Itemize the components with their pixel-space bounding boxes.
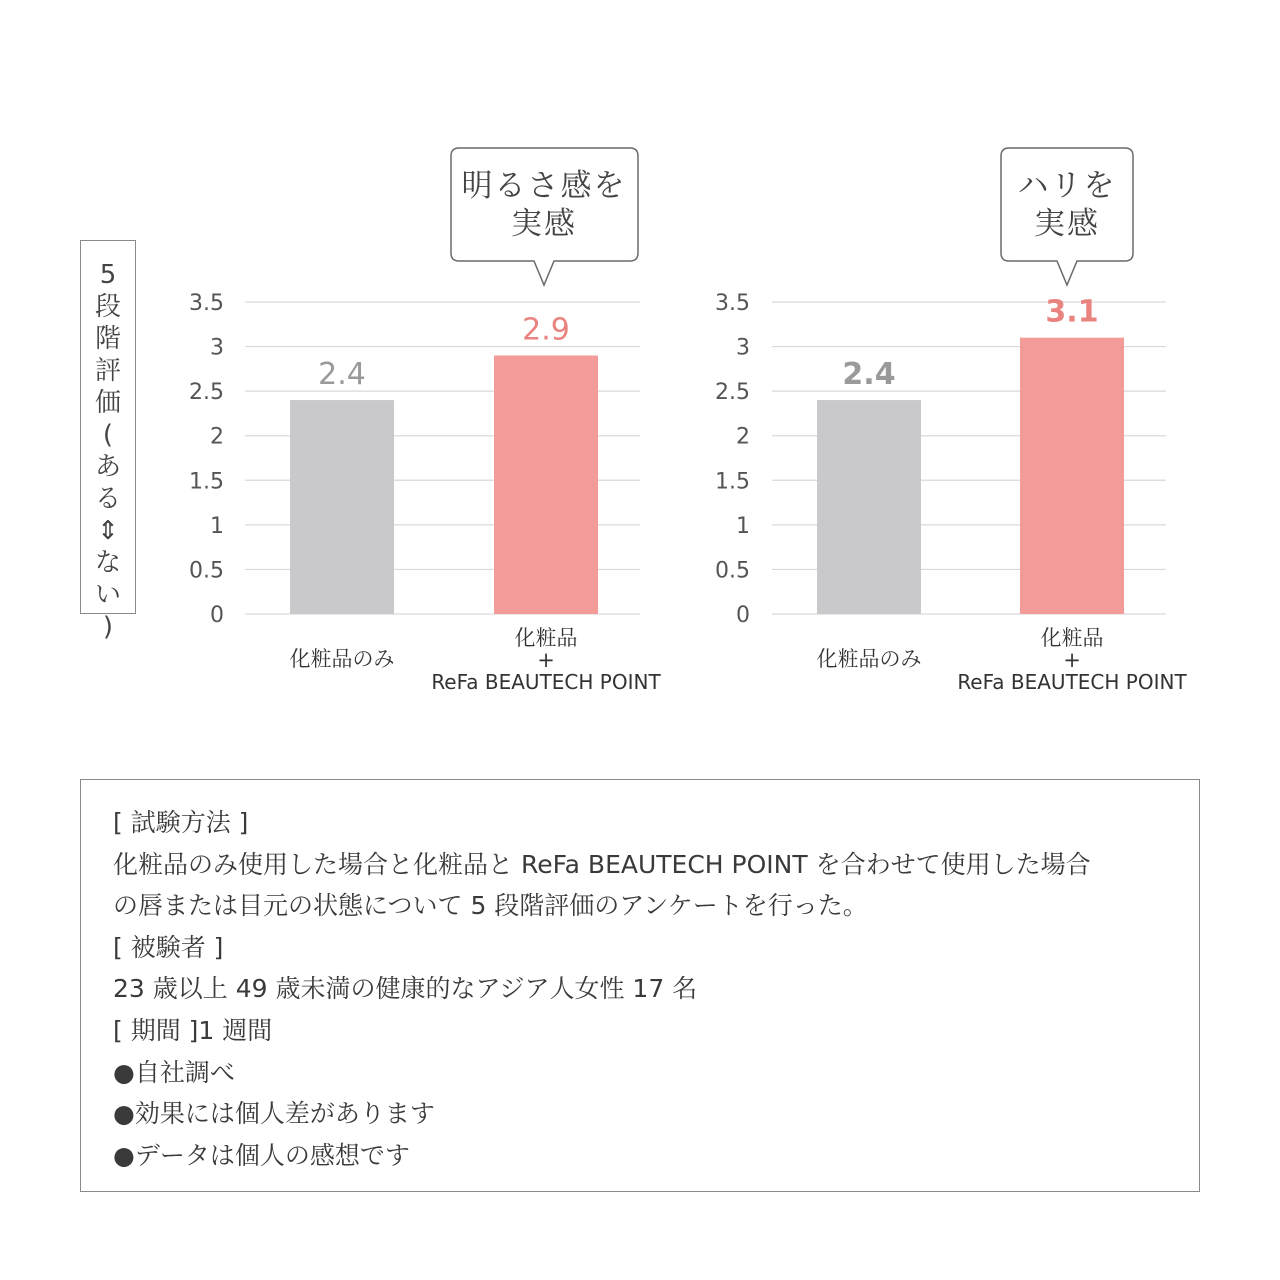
y-tick-label: 2.5	[715, 380, 750, 406]
y-axis-label-char: 段	[94, 292, 121, 322]
y-tick-label: 1.5	[189, 469, 224, 495]
notes-method-line-1: 化粧品のみ使用した場合と化粧品と ReFa BEAUTECH POINT を合わせて使用した場合	[113, 849, 1091, 879]
x-category-label: ReFa BEAUTECH POINT	[957, 670, 1187, 694]
notes-subjects-heading: [ 被験者 ]	[113, 932, 224, 962]
callout-text: 実感	[1034, 206, 1100, 242]
bar-with-device	[494, 355, 598, 614]
y-axis-label-char: 5	[99, 260, 117, 290]
x-category-label: 化粧品	[1040, 626, 1104, 650]
y-axis-label-box	[80, 240, 136, 642]
y-axis-label-char: あ	[94, 452, 121, 482]
callout-text: 実感	[511, 206, 577, 242]
x-category-label: +	[1063, 648, 1081, 672]
notes-own-research: ●自社調べ	[113, 1057, 235, 1087]
x-category-label: 化粧品	[514, 626, 578, 650]
y-tick-label: 1.5	[715, 469, 750, 495]
x-category-label: ReFa BEAUTECH POINT	[431, 670, 661, 694]
y-axis-label-char: ⇕	[97, 516, 119, 546]
notes-personal-impression: ●データは個人の感想です	[113, 1140, 410, 1170]
y-axis-label-char: 評	[94, 356, 121, 386]
y-tick-label: 3.5	[189, 291, 224, 316]
notes-subjects-text: 23 歳以上 49 歳未満の健康的なアジア人女性 17 名	[113, 974, 698, 1004]
y-tick-label: 3.5	[715, 291, 750, 316]
notes-period: [ 期間 ]1 週間	[113, 1015, 273, 1045]
bar-cosmetics-only	[817, 400, 921, 614]
y-axis-label-char: )	[102, 612, 114, 642]
y-tick-label: 3	[210, 335, 224, 361]
notes-individual-difference: ●効果には個人差があります	[113, 1099, 435, 1129]
y-axis-label-char: な	[94, 548, 121, 578]
bar-value-label: 3.1	[1045, 294, 1099, 330]
x-category-label: 化粧品のみ	[816, 647, 922, 671]
x-category-label: +	[537, 648, 555, 672]
bar-value-label: 2.9	[522, 312, 570, 348]
y-tick-label: 1	[210, 513, 224, 539]
y-axis-label-char: (	[102, 420, 114, 450]
y-axis-label-char: い	[94, 580, 121, 610]
bar-with-device	[1020, 338, 1124, 614]
callout-text: 明るさ感を	[461, 168, 627, 204]
callout-text: ハリを	[1017, 168, 1117, 204]
y-axis-label-char: 階	[94, 324, 121, 354]
y-tick-label: 3	[736, 335, 750, 361]
y-tick-label: 2	[736, 424, 750, 450]
bar-value-label: 2.4	[318, 357, 366, 393]
y-tick-label: 0.5	[715, 558, 750, 584]
notes-method-line-2: の唇または目元の状態について 5 段階評価のアンケートを行った。	[113, 891, 868, 921]
y-tick-label: 2	[210, 424, 224, 450]
notes-method-heading: [ 試験方法 ]	[113, 808, 249, 837]
y-axis-label-char: 価	[94, 388, 121, 418]
notes-box	[80, 779, 1200, 1192]
y-axis-label-char: る	[94, 484, 121, 514]
bar-cosmetics-only	[290, 400, 394, 614]
y-tick-label: 2.5	[189, 380, 224, 406]
y-tick-label: 0	[210, 603, 224, 628]
bar-value-label: 2.4	[842, 357, 896, 393]
y-tick-label: 0.5	[189, 558, 224, 584]
x-category-label: 化粧品のみ	[289, 647, 395, 671]
y-tick-label: 1	[736, 513, 750, 539]
y-tick-label: 0	[736, 603, 750, 628]
